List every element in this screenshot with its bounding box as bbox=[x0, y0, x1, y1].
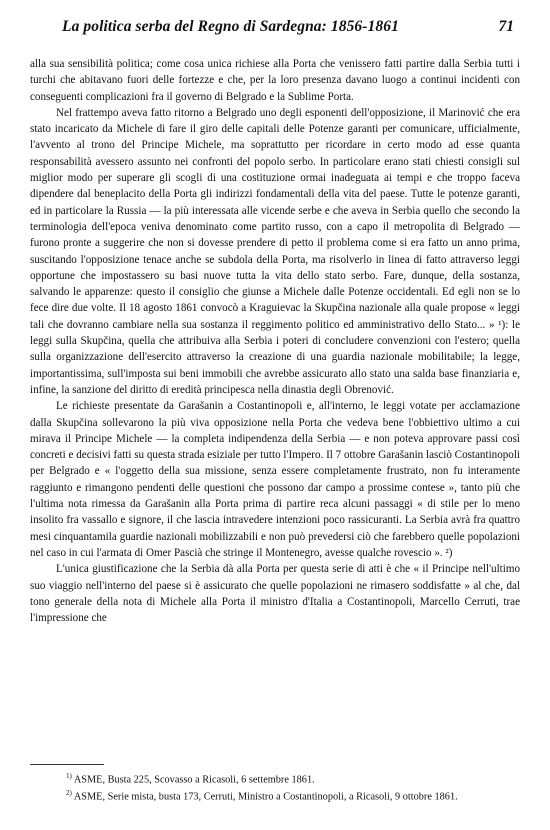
footnote-text: ASME, Busta 225, Scovasso a Ricasoli, 6 settembre 1861. bbox=[73, 774, 315, 786]
footnote-text: ASME, Serie mista, busta 173, Cerruti, Ministro a Costantinopoli, a Ricasoli, 9 ottobre 1861. bbox=[73, 791, 458, 803]
page-header bbox=[62, 18, 514, 40]
running-title: La politica serba del Regno di Sardegna: 1856-1861 bbox=[62, 18, 399, 35]
footnote bbox=[30, 770, 520, 787]
footnote-marker: 2) bbox=[66, 788, 72, 797]
footnote-marker: 1) bbox=[66, 772, 72, 780]
footnote bbox=[30, 787, 520, 804]
paragraph: L'unica giustificazione che la Serbia dà alla Porta per questa serie di atti è che « il Principe nell'ultimo suo viaggio nell'interno del paese si è assicurato che quelle popolazioni ne rimasero soddisfatte » al che, dal tono generale della nota di Michele alla Porta il ministro d'Italia a Costantinopoli, Marcello Cerruti, trae l'impressione che bbox=[30, 563, 520, 625]
page-number: 71 bbox=[498, 18, 514, 35]
paragraph: alla sua sensibilità politica; come cosa unica richiese alla Porta che venissero fatti partire dalla Serbia tutti i turchi che abitavano fuori delle fortezze e che, per la loro presenza davano luogo a continui incidenti con conseguenti complicazioni fra il governo di Belgrado e la Sublime Porta. bbox=[30, 58, 520, 103]
footnote-divider bbox=[30, 764, 104, 765]
paragraph: Nel frattempo aveva fatto ritorno a Belgrado uno degli esponenti dell'opposizione, il Marinović che era stato incaricato da Michele di fare il giro delle capitali delle Potenze garanti per comunicare, ufficialmente, l'avvento al trono del Principe Michele, ma soprattutto per ricordare in certo modo ad esse quanta responsabilità avessero assunto nei confronti del popolo serbo. In particolare erano stati chiesti consigli sul miglior modo per superare gli scogli di una costituzione ormai inadeguata ai tempi e che troppo faceva dipendere dal beneplacito della Porta gli indirizzi fondamentali della vita del paese. Tutte le potenze garanti, ed in particolare la Russia — la più interessata alle vicende serbe e che aveva in Serbia quello che secondo la terminologia dell'epoca veniva denominato come partito russo, con a capo il metropolita di Belgrado — furono pronte a suggerire che non si dovesse prendere di petto il problema come si era fatto un anno prima, suscitando l'opposizione tenace anche se subdola della Porta, ma risolverlo in linea di fatto attraverso leggi opportune che impostassero su basi nuove tutta la vita dello stato serbo. Fare, dunque, della sostanza, salvando le apparenze: questo il consiglio che giunse a Michele dalle Potenze occidentali. Ed egli non se lo fece dire due volte. Il 18 agosto 1861 convocò a Kraguievac la Skupčina nazionale alla quale propose « leggi tali che dovranno cambiare nella sua sostanza il reggimento politico ed amministrativo dello Stato... » ¹): le leggi sulla Skupčina, quella che attribuiva alla Serbia i poteri di concludere convenzioni con l'estero; quella sulla organizzazione dell'esercito attraverso la creazione di una guardia nazionale mobilitabile; la legge, importantissima, sull'imposta sui beni immobili che avrebbe assicurato allo stato una salda base finanziaria e, infine, la sanzione del diritto di eredità principesca nella dinastia degli Obrenović. bbox=[30, 106, 520, 396]
paragraph: Le richieste presentate da Garašanin a Costantinopoli e, all'interno, le leggi votate per acclamazione dalla Skupčina sollevarono la più viva opposizione nella Porta che vedeva bene l'obbiettivo ultimo a cui mirava il Principe Michele — la completa indipendenza della Serbia — e non poteva approvare passi così concreti e decisivi fatti su questa strada esiziale per tutto l'Impero. Il 7 ottobre Garašanin lasciò Costantinopoli per Belgrado e « l'oggetto della sua missione, senza essere completamente frustrato, non fu interamente raggiunto e rimangono pendenti delle questioni che possono dar campo a prossime contese », tanto più che l'ultima nota rimessa da Garašanin alla Porta prima di partire reca alcuni passaggi « di stile per lo meno insolito fra vassallo e signore, il che lascia intravedere intenzioni poco rassicuranti. La Serbia avrà fra quattro mesi cinquantamila guardie nazionali mobilizzabili e non può prevedersi ciò che farebbero quelle popolazioni nel caso in cui l'armata di Omer Pascià che stringe il Montenegro, avesse qualche rovescio ». ²) bbox=[30, 400, 520, 559]
footnotes bbox=[30, 770, 520, 803]
body-text bbox=[30, 56, 520, 626]
